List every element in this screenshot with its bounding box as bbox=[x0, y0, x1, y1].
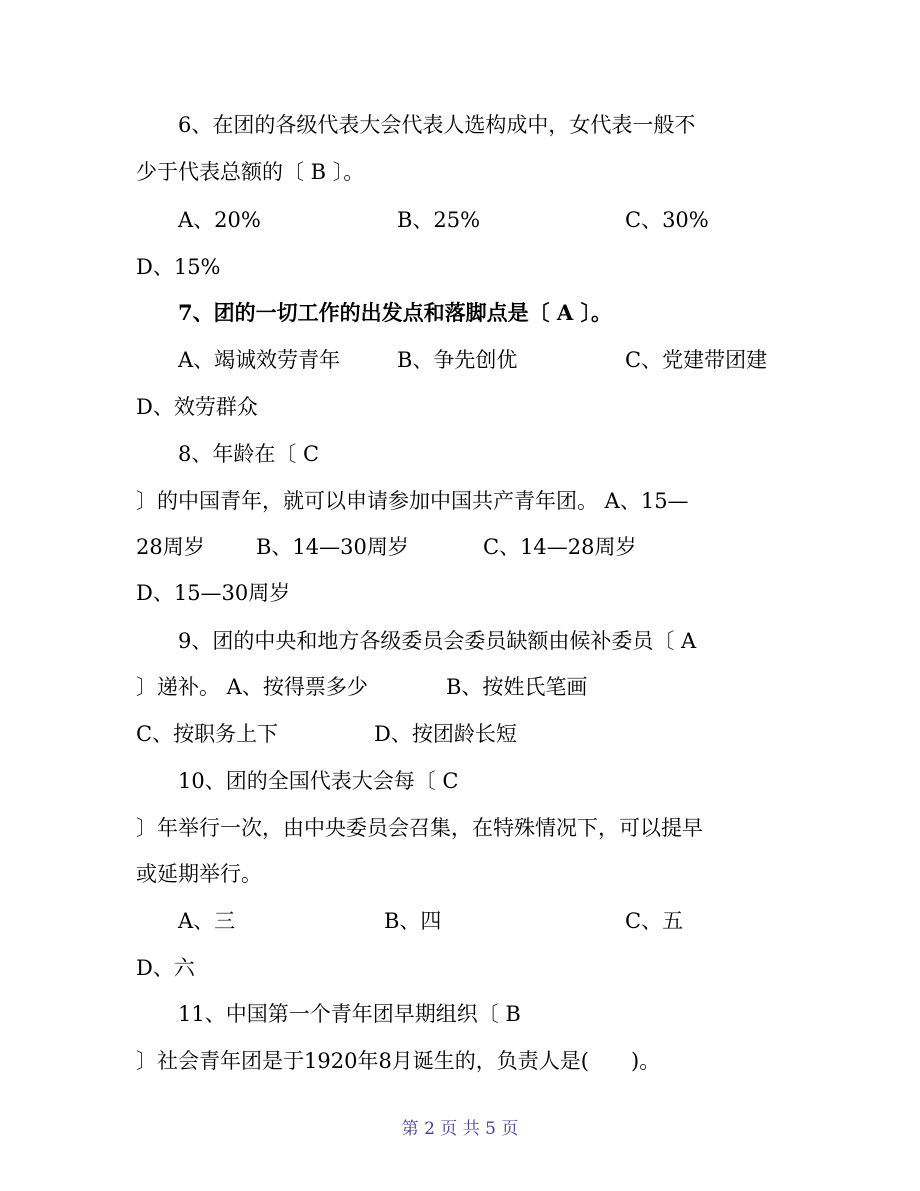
q10-option-d: D、六 bbox=[136, 956, 195, 980]
q9-option-d: D、按团龄长短 bbox=[374, 722, 517, 746]
q8-option-b: B、14—30周岁 bbox=[256, 535, 409, 559]
q9-line-1: 9、团的中央和地方各级委员会委员缺额由候补委员〔 A bbox=[178, 629, 697, 653]
q10-option-c: C、五 bbox=[625, 909, 684, 933]
q10-option-b: B、四 bbox=[384, 909, 442, 933]
page-footer: 第 2 页 共 5 页 bbox=[401, 1119, 519, 1139]
q6-line-1: 6、在团的各级代表大会代表人选构成中，女代表一般不 bbox=[178, 113, 696, 137]
q10-line-1: 10、团的全国代表大会每〔 C bbox=[178, 769, 459, 793]
q10-line-2: 〕年举行一次，由中央委员会召集，在特殊情况下，可以提早 bbox=[136, 816, 703, 840]
q9-option-c: C、按职务上下 bbox=[136, 722, 279, 746]
q6-option-c: C、30% bbox=[625, 208, 709, 232]
q7-line-1: 7、团的一切工作的出发点和落脚点是〔 A 〕。 bbox=[178, 300, 613, 325]
q10-line-3: 或延期举行。 bbox=[136, 862, 262, 886]
q8-line-3: 28周岁 bbox=[136, 535, 205, 559]
q6-option-b: B、25% bbox=[397, 208, 481, 232]
q11-line-1: 11、中国第一个青年团早期组织〔 B bbox=[178, 1002, 521, 1026]
q7-option-a: A、竭诚效劳青年 bbox=[178, 348, 341, 372]
q8-option-d: D、15—30周岁 bbox=[136, 581, 291, 605]
q8-line-2: 〕的中国青年，就可以申请参加中国共产青年团。 A、15— bbox=[136, 489, 689, 513]
q11-line-2: 〕社会青年团是于1920年8月诞生的，负责人是( )。 bbox=[136, 1049, 661, 1073]
q6-option-a: A、20% bbox=[178, 208, 261, 232]
q6-line-2: 少于代表总额的〔 B 〕。 bbox=[136, 160, 365, 184]
q7-option-c: C、党建带团建 bbox=[625, 348, 768, 372]
q9-line-2: 〕递补。 A、按得票多少 bbox=[136, 675, 368, 699]
q9-option-b: B、按姓氏笔画 bbox=[446, 675, 588, 699]
q8-option-c: C、14—28周岁 bbox=[483, 535, 637, 559]
q6-option-d: D、15% bbox=[136, 255, 221, 279]
q8-line-1: 8、年龄在〔 C bbox=[178, 442, 320, 466]
q7-option-d: D、效劳群众 bbox=[136, 395, 258, 419]
q10-option-a: A、三 bbox=[178, 909, 236, 933]
q7-option-b: B、争先创优 bbox=[397, 348, 518, 372]
